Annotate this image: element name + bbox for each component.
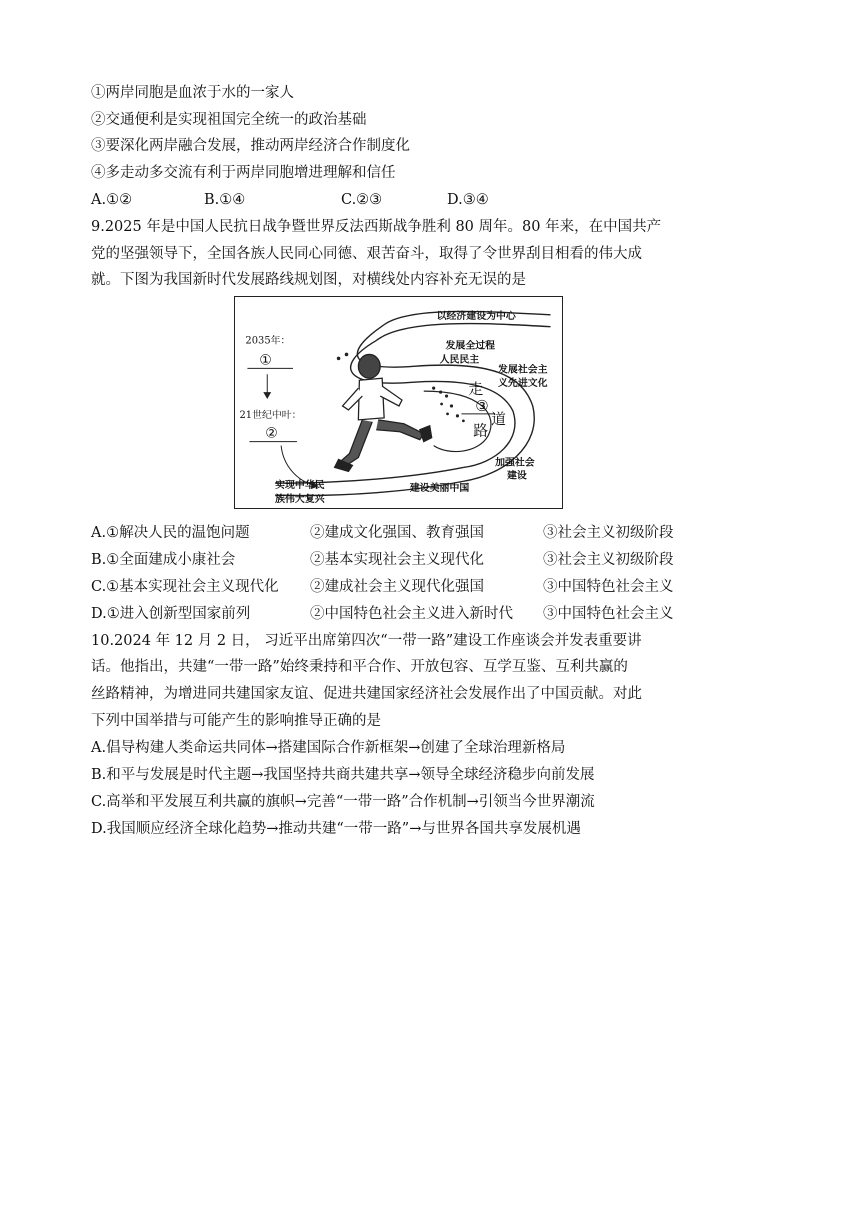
fig-mark-3: ③ — [475, 396, 489, 415]
fig-walk-char-3: 路 — [473, 421, 489, 440]
q8-option-d[interactable]: D.③④ — [447, 192, 489, 208]
q9-option-c-part-1: C.①基本实现社会主义现代化 — [91, 579, 279, 595]
q9-option-a-part-3: ③社会主义初级阶段 — [543, 525, 674, 541]
q9-stem-line-2: 党的坚强领导下，全国各族人民同心同德、艰苦奋斗，取得了令世界刮目相看的伟大成 — [91, 246, 642, 262]
q9-option-b-part-1: B.①全面建成小康社会 — [91, 552, 236, 568]
fig-road-society-2: 建设 — [506, 470, 527, 482]
fig-mark-2: ② — [265, 425, 278, 442]
q10-stem-line-3: 丝路精神，为增进同共建国家友谊、促进共建国家经济社会发展作出了中国贡献。对此 — [91, 686, 642, 702]
q10-option-b[interactable]: B.和平与发展是时代主题→我国坚持共商共建共享→领导全球经济稳步向前发展 — [91, 767, 595, 783]
running-person-icon — [335, 354, 432, 471]
fig-walk-char-2: 道 — [491, 409, 506, 428]
q9-option-d-part-1: D.①进入创新型国家前列 — [91, 606, 251, 622]
q8-option-a[interactable]: A.①② — [91, 192, 133, 208]
fig-walk-char-1: 走 — [468, 380, 484, 399]
q8-statement-1: ①两岸同胞是血浓于水的一家人 — [91, 85, 294, 101]
q9-option-a-part-2: ②建成文化强国、教育强国 — [310, 525, 484, 541]
fig-road-beautiful: 建设美丽中国 — [409, 483, 470, 495]
fig-goal-2: 族伟大复兴 — [275, 494, 325, 506]
fig-road-center: 以经济建设为中心 — [436, 310, 516, 322]
development-route-figure — [234, 296, 563, 509]
q9-option-b-part-2: ②基本实现社会主义现代化 — [310, 552, 484, 568]
q10-stem-line-1: 10.2024 年 12 月 2 日， 习近平出席第四次“一带一路”建设工作座谈会并发表重要讲 — [91, 633, 642, 649]
q9-option-c-part-3: ③中国特色社会主义 — [543, 579, 674, 595]
q8-option-c[interactable]: C.②③ — [341, 192, 383, 208]
fig-road-democracy-1: 发展全过程 — [445, 340, 496, 352]
q10-option-c[interactable]: C.高举和平发展互利共赢的旗帜→完善“一带一路”合作机制→引领当今世界潮流 — [91, 794, 595, 810]
q8-options — [91, 190, 489, 210]
q8-statement-2: ②交通便利是实现祖国完全统一的政治基础 — [91, 112, 367, 128]
q9-option-d-part-2: ②中国特色社会主义进入新时代 — [310, 606, 513, 622]
q9-stem-line-3: 就。下图为我国新时代发展路线规划图，对横线处内容补充无误的是 — [91, 272, 526, 288]
fig-road-culture-2: 义先进文化 — [498, 378, 548, 390]
q10-stem-line-4: 下列中国举措与可能产生的影响推导正确的是 — [91, 713, 381, 729]
q10-option-a[interactable]: A.倡导构建人类命运共同体→搭建国际合作新框架→创建了全球治理新格局 — [91, 740, 566, 756]
q8-option-b[interactable]: B.①④ — [204, 192, 246, 208]
q9-option-d-part-3: ③中国特色社会主义 — [543, 606, 674, 622]
fig-road-culture-1: 发展社会主 — [498, 364, 548, 376]
fig-road-society-1: 加强社会 — [495, 457, 535, 469]
q10-stem-line-2: 话。他指出，共建“一带一路”始终秉持和平合作、开放包容、互学互鉴、互利共赢的 — [91, 659, 628, 675]
q10-option-d[interactable]: D.我国顺应经济全球化趋势→推动共建“一带一路”→与世界各国共享发展机遇 — [91, 821, 581, 837]
q8-statement-4: ④多走动多交流有利于两岸同胞增进理解和信任 — [91, 165, 396, 181]
q9-option-b-part-3: ③社会主义初级阶段 — [543, 552, 674, 568]
q9-option-c-part-2: ②建成社会主义现代化强国 — [310, 579, 484, 595]
fig-goal-1: 实现中华民 — [275, 480, 325, 492]
q8-statement-3: ③要深化两岸融合发展，推动两岸经济合作制度化 — [91, 138, 410, 154]
q9-option-a-part-1: A.①解决人民的温饱问题 — [91, 525, 250, 541]
q9-stem-line-1: 9.2025 年是中国人民抗日战争暨世界反法西斯战争胜利 80 周年。80 年来，在中国共产 — [91, 219, 662, 235]
fig-road-democracy-2: 人民民主 — [439, 354, 480, 366]
fig-year-2035: 2035年： — [245, 335, 291, 347]
fig-mark-1: ① — [259, 352, 272, 369]
fig-mid-century: 21世纪中叶： — [239, 409, 302, 421]
